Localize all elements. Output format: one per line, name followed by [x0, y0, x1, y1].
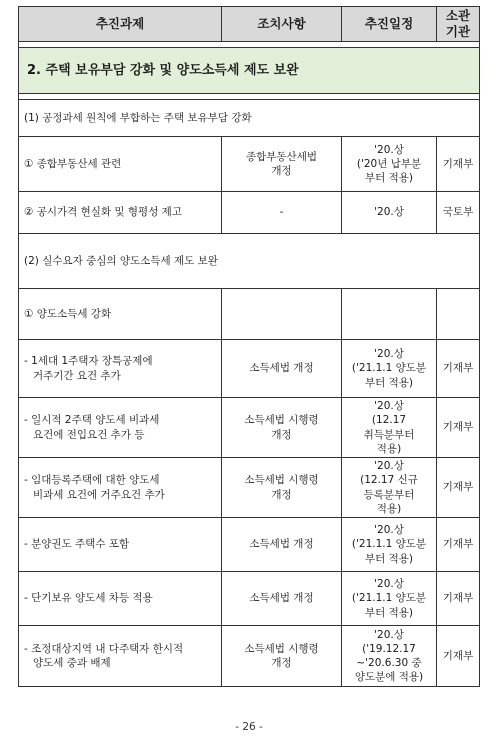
subsection-title: (2) 실수요자 중심의 양도소득세 제도 보완	[19, 234, 480, 289]
task-line: - 단기보유 양도세 차등 적용	[24, 592, 153, 605]
section-row	[19, 48, 480, 94]
table-row	[19, 192, 480, 234]
table-row	[19, 137, 480, 192]
table-row	[19, 626, 480, 687]
action-line: 개정	[271, 428, 292, 441]
task-line: 요건에 전입요건 추가 등	[33, 428, 145, 441]
action-cell: -	[222, 192, 342, 234]
agency-cell: 기재부	[437, 626, 480, 687]
subsection-row	[19, 234, 480, 289]
action-cell	[222, 518, 342, 572]
action-line: 소득세법 개정	[249, 592, 314, 605]
schedule-line: '20.상	[374, 524, 404, 537]
task-line: 양도세 중과 배제	[33, 657, 111, 669]
schedule-line: '20.상	[374, 143, 404, 156]
task-line: - 임대등록주택에 대한 양도세	[24, 474, 160, 487]
agency-cell: 기재부	[437, 518, 480, 572]
action-line: 소득세법 개정	[249, 362, 314, 375]
agency-cell: 기재부	[437, 458, 480, 518]
header-agency-line2: 기관	[445, 24, 471, 39]
table-header-row	[19, 7, 480, 42]
schedule-line: 적용)	[376, 442, 402, 455]
empty-cell	[222, 289, 342, 340]
schedule-cell	[342, 518, 437, 572]
section-title: 2. 주택 보유부담 강화 및 양도소득세 제도 보완	[19, 48, 480, 94]
task-cell	[19, 340, 222, 398]
action-cell	[222, 626, 342, 687]
schedule-line: 취득분부터	[363, 428, 415, 441]
action-line: 개정	[271, 657, 292, 669]
agency-cell: 기재부	[437, 340, 480, 398]
task-line: 비과세 요건에 거주요건 추가	[33, 488, 165, 501]
action-line: 소득세법 시행령	[244, 414, 319, 427]
schedule-line: 부터 적용)	[364, 376, 413, 389]
task-cell	[19, 398, 222, 458]
schedule-line: ('20년 납부분	[356, 157, 422, 170]
schedule-line: ('19.12.17	[362, 642, 416, 655]
schedule-line: 적용)	[376, 502, 402, 515]
agency-cell: 국토부	[437, 192, 480, 234]
schedule-cell	[342, 626, 437, 687]
subsection-title: (1) 공정과세 원칙에 부합하는 주택 보유부담 강화	[19, 100, 480, 137]
task-line: 거주기간 요건 추가	[33, 369, 121, 382]
schedule-line: 부터 적용)	[364, 552, 413, 565]
schedule-line: 부터 적용)	[364, 172, 413, 185]
schedule-line: ('21.1.1 양도분	[351, 592, 427, 605]
action-line: 개정	[271, 165, 292, 177]
schedule-line: '20.상	[374, 348, 404, 361]
schedule-line: '20.상	[374, 578, 404, 591]
schedule-cell	[342, 398, 437, 458]
action-cell	[222, 137, 342, 192]
schedule-line: ('21.1.1 양도분	[351, 362, 427, 375]
subsection-row	[19, 100, 480, 137]
action-cell	[222, 572, 342, 626]
task-cell: ② 공시가격 현실화 및 형평성 제고	[19, 192, 222, 234]
empty-cell	[437, 289, 480, 340]
agency-cell: 기재부	[437, 398, 480, 458]
table-row	[19, 458, 480, 518]
schedule-cell	[342, 458, 437, 518]
task-cell: ① 종합부동산세 관련	[19, 137, 222, 192]
schedule-line: 양도분에 적용)	[354, 671, 424, 684]
action-line: 종합부동산세법	[245, 150, 317, 163]
schedule-line: (12.17 신규	[360, 474, 418, 487]
header-action: 조치사항	[222, 7, 342, 42]
agency-cell: 기재부	[437, 137, 480, 192]
task-cell	[19, 626, 222, 687]
action-cell	[222, 398, 342, 458]
subitem-row	[19, 289, 480, 340]
schedule-cell	[342, 572, 437, 626]
task-cell	[19, 458, 222, 518]
page-number: - 26 -	[235, 721, 263, 733]
schedule-line: 등록분부터	[363, 488, 415, 501]
header-schedule: 추진일정	[342, 7, 437, 42]
table-row	[19, 572, 480, 626]
table-row	[19, 518, 480, 572]
table-row	[19, 340, 480, 398]
schedule-cell	[342, 137, 437, 192]
task-cell	[19, 518, 222, 572]
action-cell	[222, 458, 342, 518]
task-line: - 조정대상지역 내 다주택자 한시적	[24, 642, 184, 655]
schedule-line: ~'20.6.30 중	[356, 657, 422, 669]
subitem-title: ① 양도소득세 강화	[19, 289, 222, 340]
action-cell	[222, 340, 342, 398]
action-line: 소득세법 개정	[249, 538, 314, 551]
schedule-line: 부터 적용)	[364, 606, 413, 619]
action-line: 개정	[271, 488, 292, 501]
action-line: 소득세법 시행령	[244, 474, 319, 487]
header-task: 추진과제	[19, 7, 222, 42]
schedule-cell: '20.상	[342, 192, 437, 234]
task-line: - 일시적 2주택 양도세 비과세	[24, 414, 160, 427]
policy-table	[18, 6, 480, 687]
task-line: - 1세대 1주택자 장특공제에	[24, 355, 153, 368]
schedule-line: '20.상	[374, 460, 404, 473]
empty-cell	[342, 289, 437, 340]
header-agency	[437, 7, 480, 42]
schedule-cell	[342, 340, 437, 398]
schedule-line: '20.상	[374, 628, 404, 641]
schedule-line: '20.상	[374, 400, 404, 413]
task-line: - 분양권도 주택수 포함	[24, 538, 130, 551]
header-agency-line1: 소관	[445, 8, 471, 24]
action-line: 소득세법 시행령	[244, 642, 319, 655]
schedule-line: ('21.1.1 양도분	[351, 538, 427, 551]
table-row	[19, 398, 480, 458]
schedule-line: (12.17	[371, 414, 407, 427]
agency-cell: 기재부	[437, 572, 480, 626]
task-cell	[19, 572, 222, 626]
